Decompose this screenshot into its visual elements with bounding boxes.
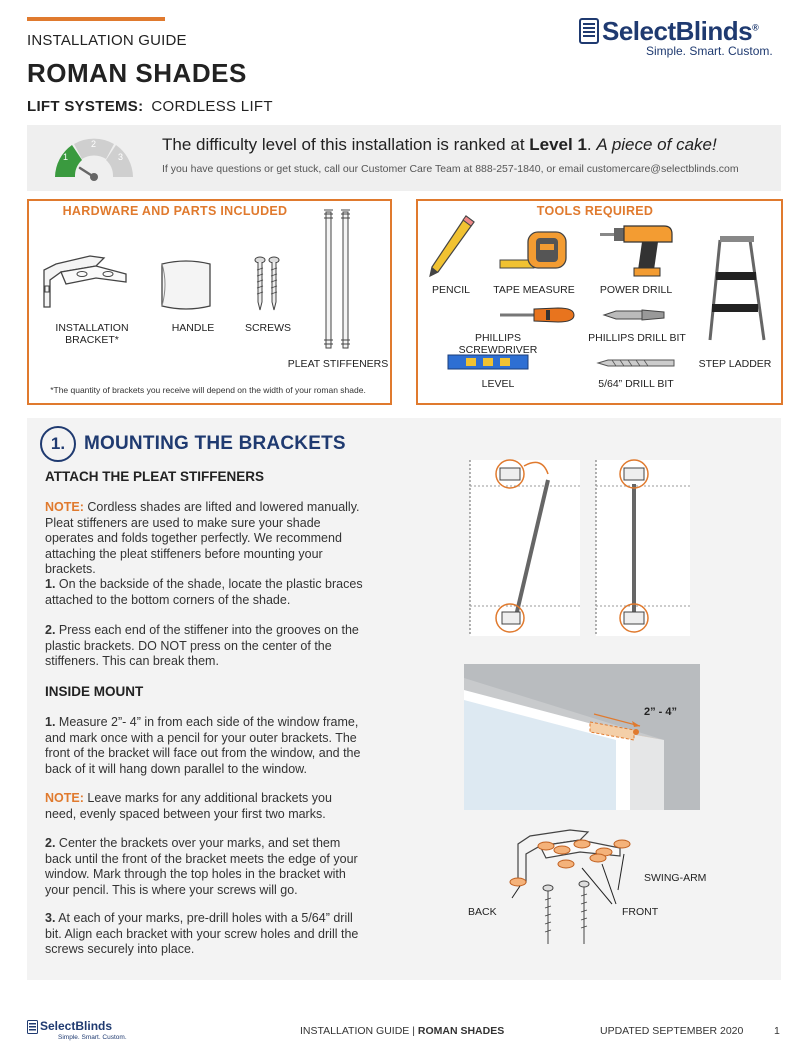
tape-measure-label: TAPE MEASURE (493, 284, 575, 296)
back-label: BACK (468, 906, 497, 918)
stiffeners-note: NOTE: Cordless shades are lifted and lowered manually. Pleat stiffeners are used to make sure your shade operates and folds together perfectly. We recommend attaching the pleat stiffeners before mounting your brackets. (45, 500, 360, 576)
front-label: FRONT (622, 906, 659, 918)
inside-note: NOTE: Leave marks for any additional brackets you need, evenly spaced between your first two marks. (45, 791, 332, 821)
level-2-label: 2 (91, 139, 97, 149)
stiffener-installed-diagram (592, 456, 692, 642)
level-label: LEVEL (481, 378, 515, 390)
stiffeners-step-2: 2. Press each end of the stiffener into the grooves on the plastic brackets. DO NOT press on the center of the stiffeners. This can break them. (45, 623, 359, 668)
drill-bit-564-icon (596, 356, 678, 370)
stiffener-diagonal-diagram (462, 456, 582, 642)
screwdriver-label: PHILLIPS SCREWDRIVER (458, 332, 538, 356)
brand-tagline: Simple. Smart. Custom. (646, 44, 773, 58)
step-ladder-label: STEP LADDER (698, 358, 772, 370)
window-frame-diagram (464, 664, 700, 810)
phillips-drill-bit-label: PHILLIPS DRILL BIT (588, 332, 686, 344)
screws-label: SCREWS (244, 322, 292, 334)
step-title: MOUNTING THE BRACKETS (84, 433, 346, 454)
handle-label: HANDLE (171, 322, 215, 334)
power-drill-icon (598, 220, 676, 278)
tools-title: TOOLS REQUIRED (536, 204, 654, 218)
hardware-footnote: *The quantity of brackets you receive will depend on the width of your roman shade. (50, 385, 366, 395)
inside-step-1: 1. Measure 2”- 4” in from each side of the window frame, and mark once with a pencil for your outer brackets. The front of the bracket will face out from the window, and the back of it will hang down parallel to the window. (45, 715, 361, 776)
lift-label: LIFT SYSTEMS: (27, 98, 144, 115)
stiffeners-heading: ATTACH THE PLEAT STIFFENERS (45, 469, 264, 484)
pencil-label: PENCIL (432, 284, 470, 296)
footer-brand: SelectBlinds (40, 1019, 113, 1033)
footer-logo-icon (27, 1020, 38, 1034)
phillips-drill-bit-icon (602, 306, 670, 324)
power-drill-label: POWER DRILL (599, 284, 673, 296)
tape-measure-icon (496, 226, 570, 276)
inside-step-3: 3. At each of your marks, pre-drill holes with a 5/64” drill bit. Align each bracket with your screw holes and drill the screws securely into place. (45, 911, 359, 956)
handle-icon (158, 258, 214, 312)
difficulty-statement: The difficulty level of this installation is ranked at Level 1. A piece of cake! (162, 135, 717, 154)
inside-mount-heading: INSIDE MOUNT (45, 684, 144, 699)
difficulty-gauge-icon (50, 130, 140, 182)
bracket-icon (36, 252, 132, 314)
screws-icon (252, 256, 282, 312)
step-ladder-icon (706, 234, 770, 346)
hardware-title: HARDWARE AND PARTS INCLUDED (62, 204, 288, 218)
drill-bit-564-label: 5/64” DRILL BIT (598, 378, 674, 390)
lift-value: CORDLESS LIFT (151, 98, 273, 115)
swing-arm-label: SWING-ARM (644, 872, 707, 884)
brand-name: SelectBlinds® (602, 16, 759, 46)
bracket-parts-diagram (500, 824, 650, 954)
stiffeners-step-1: 1. On the backside of the shade, locate the plastic braces attached to the bottom corners of the shade. (45, 577, 363, 607)
level-3-label: 3 (118, 152, 124, 162)
footer-tagline: Simple. Smart. Custom. (58, 1034, 127, 1041)
bracket-label: INSTALLATION BRACKET* (55, 322, 129, 346)
pleat-stiffeners-icon (318, 206, 358, 352)
page-number: 1 (774, 1025, 780, 1037)
footer-title: INSTALLATION GUIDE | ROMAN SHADES (300, 1025, 505, 1037)
stiffeners-label: PLEAT STIFFENERS (287, 358, 389, 370)
customer-care-text: If you have questions or get stuck, call our Customer Care Team at 888-257-1840, or email customercare@selectblinds.com (162, 163, 739, 175)
inside-step-2: 2. Center the brackets over your marks, and set them back until the front of the bracket meets the edge of your window. Mark through the top holes in the bracket with your pencil. This is where your screws will go. (45, 836, 358, 897)
measure-label: 2” - 4” (644, 706, 678, 718)
level-1-label: 1 (63, 152, 69, 162)
footer-updated: UPDATED SEPTEMBER 2020 (600, 1025, 744, 1037)
header-accent-bar (27, 17, 165, 21)
lift-systems (27, 98, 273, 115)
page-title: ROMAN SHADES (27, 58, 247, 88)
step-number: 1. (40, 426, 76, 462)
brand-logo-icon (579, 18, 599, 44)
phillips-screwdriver-icon (498, 304, 576, 326)
doc-type: INSTALLATION GUIDE (27, 32, 187, 49)
pencil-icon (426, 212, 478, 280)
